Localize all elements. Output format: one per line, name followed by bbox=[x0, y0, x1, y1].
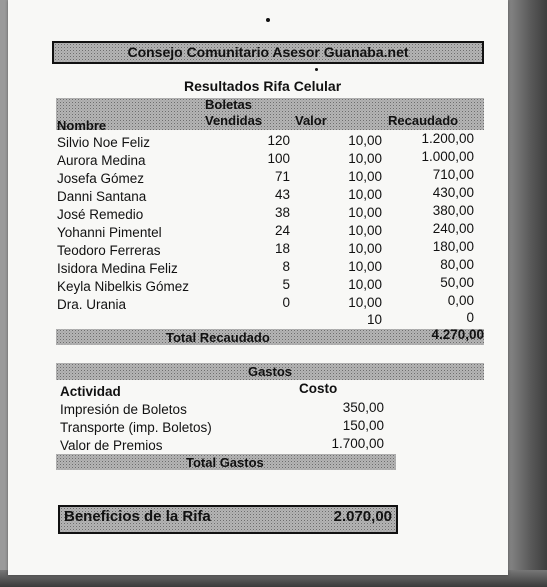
cell-recaudado: 80,00 bbox=[440, 257, 474, 272]
cell-boletas: 18 bbox=[274, 241, 290, 256]
cell-costo: 350,00 bbox=[342, 400, 384, 415]
cell-recaudado: 430,00 bbox=[432, 185, 474, 200]
beneficios-value: 2.070,00 bbox=[333, 508, 392, 525]
cell-boletas: 120 bbox=[267, 133, 290, 148]
cell-nombre: Yohanni Pimentel bbox=[57, 225, 162, 240]
cell-recaudado: 180,00 bbox=[432, 239, 474, 254]
cell-nombre: Silvio Noe Feliz bbox=[57, 135, 151, 150]
cell-boletas: 100 bbox=[267, 151, 290, 166]
cell-recaudado: 0 bbox=[466, 310, 474, 325]
beneficios-label: Beneficios de la Rifa bbox=[64, 508, 211, 525]
col-header-nombre: Nombre bbox=[57, 118, 107, 133]
cell-valor: 10,00 bbox=[348, 169, 382, 184]
cell-valor: 10,00 bbox=[348, 133, 382, 148]
cell-boletas: 8 bbox=[282, 259, 290, 274]
cell-valor: 10,00 bbox=[348, 241, 382, 256]
cell-boletas: 0 bbox=[282, 295, 290, 310]
cell-valor: 10,00 bbox=[348, 295, 382, 310]
cell-valor: 10,00 bbox=[348, 223, 382, 238]
cell-valor: 10 bbox=[366, 312, 382, 327]
paper-sheet bbox=[8, 0, 508, 575]
cell-valor: 10,00 bbox=[348, 277, 382, 292]
col-header-recaudado: Recaudado bbox=[388, 113, 459, 128]
col-header-costo: Costo bbox=[299, 381, 338, 396]
cell-valor: 10,00 bbox=[348, 187, 382, 202]
cell-nombre: Isidora Medina Feliz bbox=[57, 261, 178, 276]
cell-costo: 150,00 bbox=[342, 418, 384, 433]
col-header-boletas-line1: Boletas bbox=[205, 97, 252, 112]
document-title-text: Consejo Comunitario Asesor Guanaba.net bbox=[127, 44, 409, 60]
cell-recaudado: 240,00 bbox=[432, 221, 474, 236]
cell-valor: 10,00 bbox=[348, 151, 382, 166]
cell-nombre: José Remedio bbox=[57, 207, 144, 222]
cell-actividad: Impresión de Boletos bbox=[60, 402, 187, 417]
background-right bbox=[505, 0, 547, 587]
total-gastos-label: Total Gastos bbox=[186, 455, 264, 470]
cell-boletas: 24 bbox=[274, 223, 290, 238]
cell-boletas: 43 bbox=[274, 187, 290, 202]
document-title bbox=[52, 41, 484, 64]
total-recaudado-value: 4.270,00 bbox=[431, 327, 484, 342]
cell-recaudado: 0,00 bbox=[447, 293, 474, 308]
cell-recaudado: 1.200,00 bbox=[421, 131, 474, 146]
col-header-boletas-line2: Vendidas bbox=[205, 113, 263, 128]
cell-boletas: 38 bbox=[274, 205, 290, 220]
cell-recaudado: 1.000,00 bbox=[421, 149, 474, 164]
col-header-actividad: Actividad bbox=[60, 384, 121, 399]
cell-recaudado: 50,00 bbox=[440, 275, 474, 290]
cell-nombre: Teodoro Ferreras bbox=[57, 243, 161, 258]
gastos-header bbox=[56, 363, 484, 380]
cell-nombre: Dra. Urania bbox=[57, 297, 127, 312]
cell-actividad: Transporte (imp. Boletos) bbox=[60, 420, 212, 435]
cell-nombre: Keyla Nibelkis Gómez bbox=[57, 279, 190, 294]
cell-valor: 10,00 bbox=[348, 205, 382, 220]
ink-mark bbox=[266, 18, 270, 22]
cell-nombre: Aurora Medina bbox=[57, 153, 146, 168]
cell-costo: 1.700,00 bbox=[331, 436, 384, 451]
ink-mark bbox=[315, 68, 318, 71]
rifa-subtitle: Resultados Rifa Celular bbox=[184, 78, 342, 94]
cell-nombre: Josefa Gómez bbox=[57, 171, 145, 186]
cell-boletas: 5 bbox=[282, 277, 290, 292]
cell-actividad: Valor de Premios bbox=[60, 438, 163, 453]
cell-valor: 10,00 bbox=[348, 259, 382, 274]
gastos-title: Gastos bbox=[247, 364, 293, 379]
cell-nombre: Danni Santana bbox=[57, 189, 147, 204]
cell-recaudado: 710,00 bbox=[432, 167, 474, 182]
cell-boletas: 71 bbox=[274, 169, 290, 184]
col-header-valor: Valor bbox=[295, 113, 327, 128]
total-recaudado-label: Total Recaudado bbox=[166, 330, 270, 345]
cell-recaudado: 380,00 bbox=[432, 203, 474, 218]
